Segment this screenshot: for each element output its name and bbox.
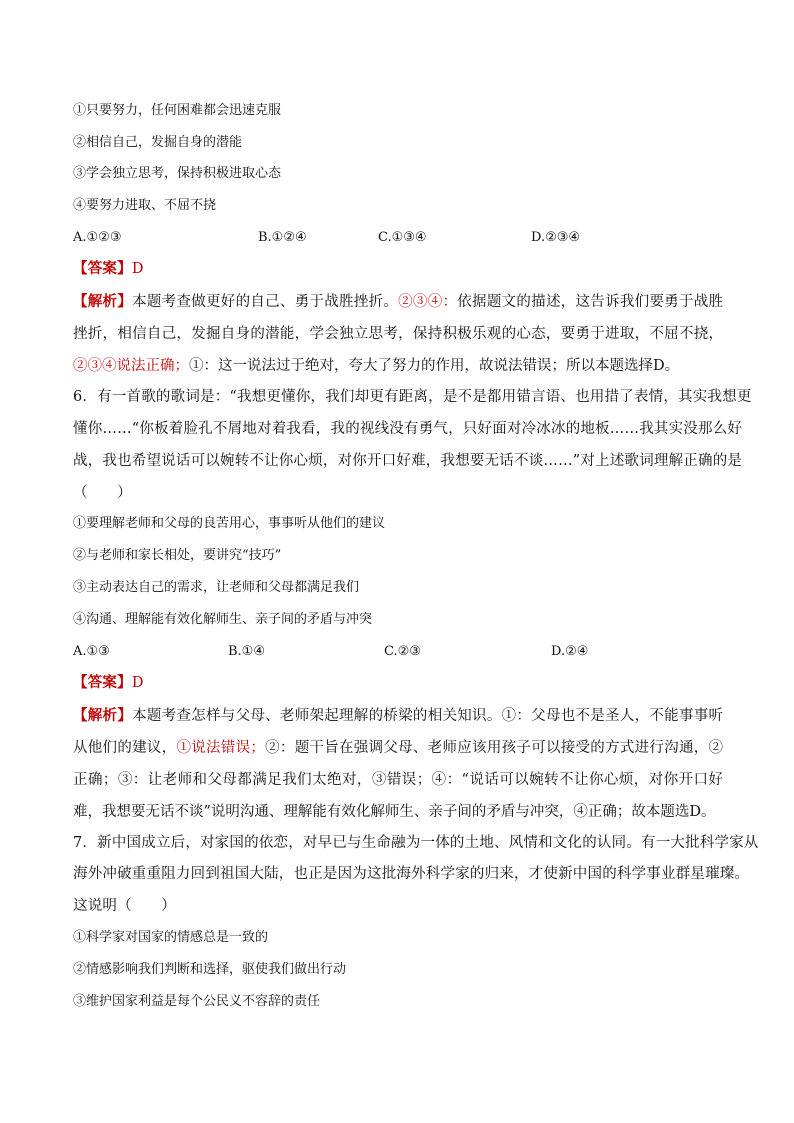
q6-stem-line: 懂你……“你板着脸孔不屑地对着我看，我的视线没有勇气，只好面对冷冰冰的地板……我其实没那么好 <box>73 421 743 437</box>
q6-stem-line: 6．有一首歌的歌词是：“我想更懂你，我们却更有距离，是不是都用错言语、也用措了表情，其实我想更 <box>73 389 752 405</box>
q5-option-2: ②相信自己，发掘自身的潜能 <box>73 135 243 150</box>
analysis-label: 【解析】 <box>73 294 133 310</box>
answer-label: 【答案】 <box>73 261 132 277</box>
analysis-highlight: ①说法错误； <box>176 740 265 756</box>
q6-option-4: ④沟通、理解能有效化解师生、亲子间的矛盾与冲突 <box>73 612 373 627</box>
q5-option-3: ③学会独立思考，保持积极进取心态 <box>73 166 282 181</box>
answer-label: 【答案】 <box>73 675 132 691</box>
q5-choice-d: D.②③④ <box>531 230 581 245</box>
answer-value: D <box>131 261 144 277</box>
q5-choice-a: A.①②③ <box>73 230 122 245</box>
q5-analysis <box>73 286 723 382</box>
analysis-highlight: ②③④说法正确； <box>73 358 189 374</box>
analysis-label: 【解析】 <box>73 708 133 724</box>
q6-answer <box>73 675 144 691</box>
q7-option-3: ③维护国家利益是每个公民义不容辞的责任 <box>73 994 321 1009</box>
q6-analysis <box>73 700 723 828</box>
q7-stem-line: 7．新中国成立后，对家国的依恋，对早已与生命融为一体的土地、风情和文化的认同。有一大批科学家从 <box>73 835 759 851</box>
q6-choice-c: C.②③ <box>384 644 421 659</box>
answer-value: D <box>131 675 144 691</box>
q6-stem-line: 战，我也希望说话可以婉转不让你心烦，对你开口好难，我想要无话不谈……”对上述歌词理解正确的是 <box>73 453 743 469</box>
q5-choice-c: C.①③④ <box>378 230 427 245</box>
q5-choice-b: B.①②④ <box>258 230 307 245</box>
analysis-text: ①：父母也不是圣人，不能事事听从他们的建议， <box>73 708 724 756</box>
q6-choice-b: B.①④ <box>228 644 265 659</box>
q6-option-3: ③主动表达自己的需求，让老师和父母都满足我们 <box>73 580 360 595</box>
q6-option-2: ②与老师和家长相处，要讲究“技巧” <box>73 548 282 563</box>
analysis-text: 本题考查做更好的自己、勇于战胜挫折。 <box>132 294 399 310</box>
q5-option-1: ①只要努力，任何困难都会迅速克服 <box>73 103 282 118</box>
analysis-highlight: ②③④： <box>398 294 458 310</box>
q5-answer <box>73 261 144 277</box>
q5-option-4: ④要努力进取、不屈不挠 <box>73 198 217 213</box>
q6-choice-d: D.②④ <box>551 644 589 659</box>
q6-stem-line: （ ） <box>73 485 132 501</box>
q7-stem-line: 海外冲破重重阻力回到祖国大陆，也正是因为这批海外科学家的归来，才使新中国的科学事业群星璀璨。 <box>73 866 750 882</box>
analysis-text: 本题考查怎样与父母、老师架起理解的桥梁的相关知识。 <box>132 708 502 724</box>
q7-option-2: ②情感影响我们判断和选择，驱使我们做出行动 <box>73 962 347 977</box>
q7-option-1: ①科学家对国家的情感总是一致的 <box>73 930 269 945</box>
q7-stem-line: 这说明（ ） <box>73 898 176 914</box>
q6-choice-a: A.①③ <box>73 644 110 659</box>
analysis-text: ①：这一说法过于绝对，夸大了努力的作用，故说法错误；所以本题选择D。 <box>189 358 680 374</box>
analysis-text: ②：题干旨在强调父母、老师应该用孩子可以接受的方式进行沟通，②正确；③：让老师和父母都满足我们太绝对，③错误；④：“说话可以婉转不让你心烦，对你开口好难，我想要无话不谈”说明沟通、理解能有效化解师生、亲子间的矛盾与冲突，④正确；故本题选D。 <box>73 740 724 820</box>
q6-option-1: ①要理解老师和父母的良苦用心，事事听从他们的建议 <box>73 516 386 531</box>
analysis-text: 依据题文的描述，这告诉我们要勇于战胜挫折，相信自己，发掘自身的潜能，学会独立思考，保持积极乐观的心态，要勇于进取，不屈不挠， <box>73 294 724 342</box>
